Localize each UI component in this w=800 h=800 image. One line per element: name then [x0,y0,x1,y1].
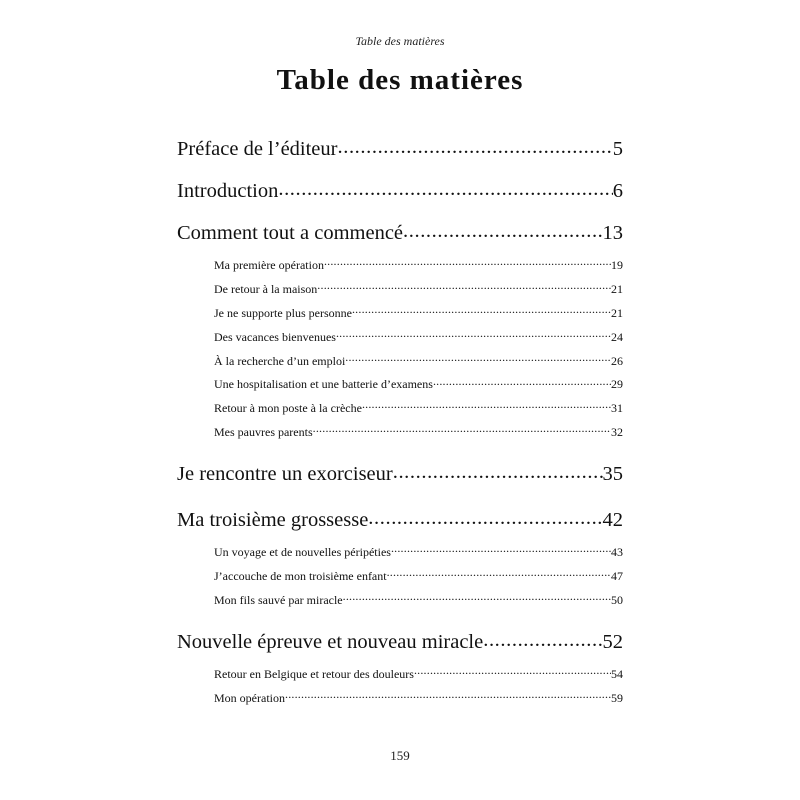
running-head: Table des matières [355,34,445,48]
section-page-number: 26 [611,353,623,368]
section-entry [214,663,623,687]
chapter-page-number: 35 [602,463,623,486]
toc-section [214,326,623,350]
section-entry [214,589,623,613]
chapter-page-number: 42 [602,509,623,532]
dot-leader [338,141,613,155]
section-title: Ma première opération [214,258,324,272]
toc-section [214,421,623,445]
chapter-entry [177,505,623,535]
section-entry [214,350,623,374]
section-title: À la recherche d’un emploi [214,353,346,368]
section-entry [214,687,623,711]
dot-leader [368,512,602,526]
chapter-entry [177,176,623,206]
dot-leader [285,692,611,702]
toc-section [214,254,623,278]
toc-section [214,373,623,397]
dot-leader [352,307,611,317]
section-entry [214,397,623,421]
section-entry [214,254,623,278]
section-title: Une hospitalisation et une batterie d’examens [214,377,433,392]
chapter-entry [177,459,623,489]
chapter-page-number: 5 [612,138,623,160]
dot-leader [403,225,602,239]
chapter-title: Préface de l’éditeur [177,138,338,160]
section-page-number: 50 [611,592,623,607]
section-title: Je ne supporte plus personne [214,305,352,320]
dot-leader [313,426,611,436]
toc-chapter [177,459,623,489]
toc-section [214,687,623,711]
toc-chapter [177,218,623,445]
section-entry [214,541,623,565]
section-page-number: 47 [611,569,623,584]
section-title: Un voyage et de nouvelles péripéties [214,545,391,560]
dot-leader [387,570,611,580]
section-title: Mon fils sauvé par miracle [214,592,343,607]
dot-leader [324,259,611,269]
section-list [214,254,623,445]
section-title: Des vacances bienvenues [214,329,336,344]
toc-section [214,278,623,302]
section-page-number: 29 [611,377,623,392]
chapter-entry [177,134,623,164]
toc-section [214,565,623,589]
dot-leader [343,594,611,604]
section-title: Mes pauvres parents [214,425,313,440]
chapter-page-number: 13 [602,222,623,244]
dot-leader [393,466,603,480]
section-title: De retour à la maison [214,281,318,296]
section-list [214,663,623,711]
dot-leader [483,634,602,648]
section-entry [214,278,623,302]
chapter-entry [177,627,623,657]
dot-leader [345,355,611,365]
toc-section [214,350,623,374]
toc-chapter [177,176,623,206]
chapter-title: Comment tout a commencé [177,222,404,244]
dot-leader [433,378,611,388]
section-entry [214,302,623,326]
section-title: Mon opération [214,690,285,705]
toc-section [214,541,623,565]
toc-section [214,397,623,421]
chapter-page-number: 6 [612,180,623,202]
toc-section [214,589,623,613]
section-entry [214,421,623,445]
section-page-number: 43 [611,545,623,560]
chapter-entry [177,218,623,248]
chapter-title: Ma troisième grossesse [177,509,369,532]
chapter-page-number: 52 [602,630,623,653]
section-page-number: 21 [611,281,623,296]
toc-chapter [177,134,623,164]
section-entry [214,565,623,589]
toc-section [214,302,623,326]
section-page-number: 32 [611,425,623,440]
chapter-title: Je rencontre un exorciseur [177,463,393,486]
section-title: J’accouche de mon troisième enfant [214,569,387,584]
section-title: Retour à mon poste à la crèche [214,401,362,416]
section-page-number: 31 [611,401,623,416]
dot-leader [278,183,612,197]
dot-leader [414,668,611,678]
section-page-number: 59 [611,690,623,705]
toc-chapter [177,505,623,613]
section-title: Retour en Belgique et retour des douleurs [214,666,414,681]
dot-leader [391,546,611,556]
toc-chapter [177,627,623,711]
page-number: 159 [390,748,410,763]
section-list [214,541,623,613]
dot-leader [317,283,611,293]
section-page-number: 21 [611,305,623,320]
page-title: Table des matières [276,64,524,96]
section-entry [214,326,623,350]
section-page-number: 24 [611,329,623,344]
chapter-title: Introduction [177,180,279,202]
section-page-number: 54 [611,666,623,681]
dot-leader [362,402,611,412]
dot-leader [336,331,611,341]
toc-section [214,663,623,687]
chapter-title: Nouvelle épreuve et nouveau miracle [177,630,484,653]
section-page-number: 19 [611,258,623,272]
table-of-contents [177,134,623,711]
section-entry [214,373,623,397]
